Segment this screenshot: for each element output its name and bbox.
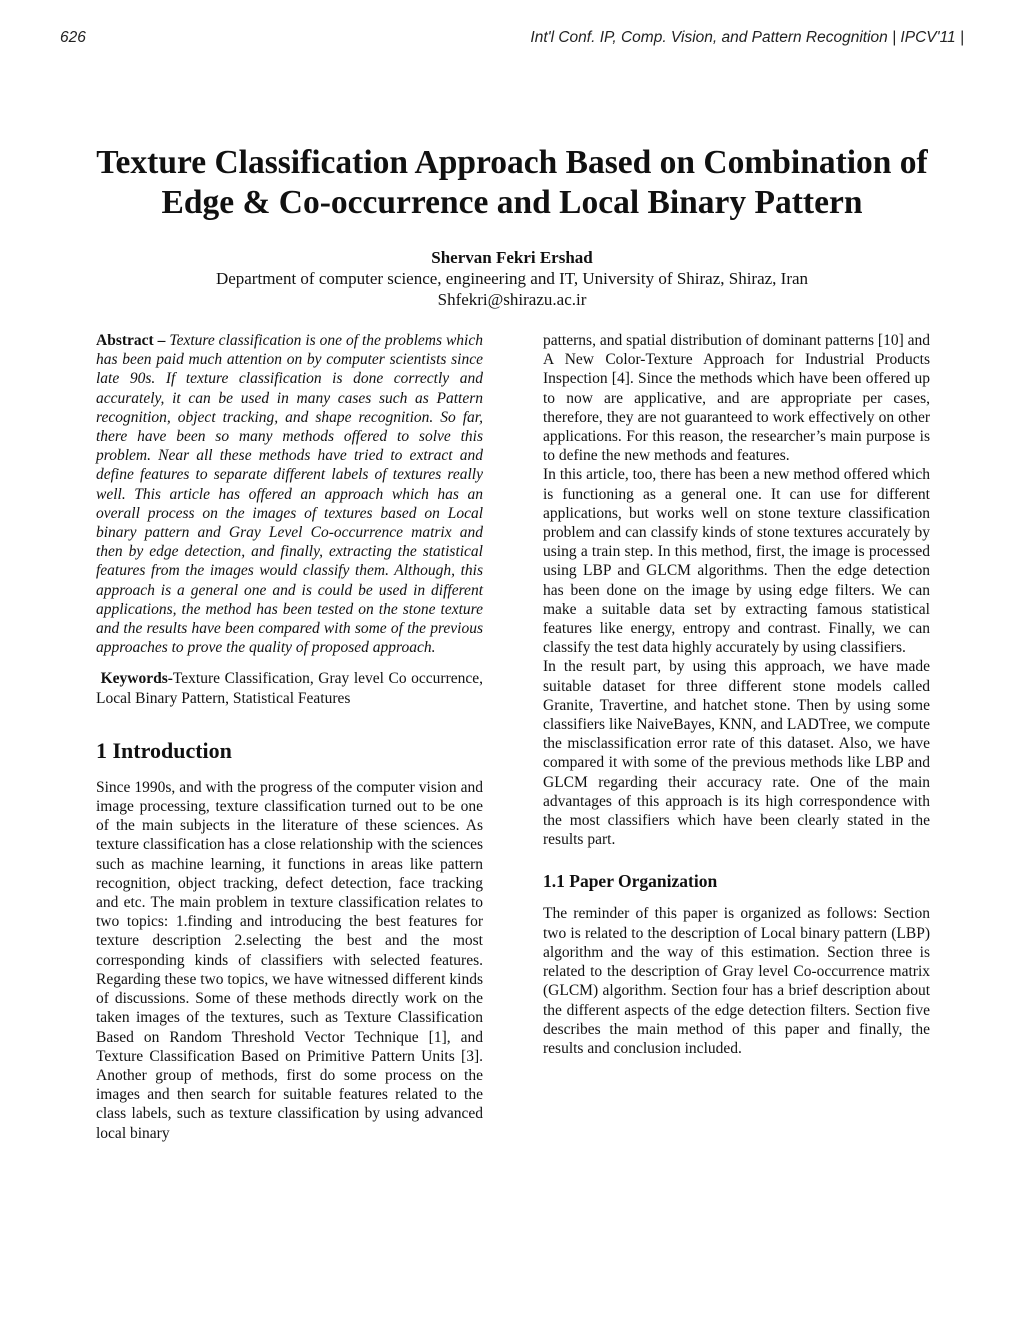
intro-paragraph-2: In this article, too, there has been a new method offered which is functioning as a general one. It can use for different applications, but works well on stone texture classification problem and can classify kinds of stone textures accurately by using a train step. In this method, first, the image is processed using LBP and GLCM algorithms. Then the edge detection has been done on the image by using edge filters. We can make a suitable data set by extracting famous statistical features like energy, entropy and contrast. Finally, we can classify the test data highly accurately by using classifiers. (543, 466, 930, 657)
intro-paragraph-1-continued: patterns, and spatial distribution of dominant patterns [10] and A New Color-Texture Approach for Industrial Products Inspection [4]. Since the methods which have been offered up to now are applicative, and are appropriate per cases, therefore, they are not guaranteed to work effectively on other applications. For this reason, the researcher’s main purpose is to define the new methods and features. (543, 332, 930, 465)
title-line-1: Texture Classification Approach Based on Combination of (96, 144, 928, 181)
keywords (96, 669, 483, 707)
abstract-text: Texture classification is one of the problems which has been paid much attention on by computer scientists since late 90s. If texture classification is done correctly and accurately, it can be used in many cases such as Pattern recognition, object tracking, and shape recognition. So far, there have been so many methods offered to solve this problem. Near all these methods have tried to extract and define features to separate different labels of textures really well. This article has offered an approach which has an overall process on the images of textures based on Local binary pattern and Gray Level Co-occurrence matrix and then by edge detection, and finally, extracting the statistical features from the images would classify them. Although, this approach is a general one and is could be used in different applications, the method has been tested on the stone texture and the results have been compared with some of the previous approaches to prove the quality of proposed approach. (96, 332, 483, 657)
abstract (96, 331, 483, 657)
keywords-text: Texture Classification, Gray level Co occurrence, Local Binary Pattern, Statistical Features (96, 670, 484, 707)
author-email: Shfekri@shirazu.ac.ir (437, 290, 587, 309)
keywords-label: Keywords- (100, 670, 173, 688)
organization-paragraph: The reminder of this paper is organized as follows: Section two is related to the description of Local binary pattern (LBP) algorithm and the way of this estimation. Section three is related to the description of Gray level Co-occurrence matrix (GLCM) algorithm. Section four has a brief description about the different aspects of the edge detection filters. Section five describes the main method of this paper and finally, the results and conclusion included. (543, 905, 930, 1057)
abstract-label: Abstract – (96, 332, 166, 349)
author-name: Shervan Fekri Ershad (431, 248, 593, 267)
section-heading-introduction: 1 Introduction (96, 737, 232, 763)
paper-title (60, 143, 964, 223)
conference-name: Int'l Conf. IP, Comp. Vision, and Pattern Recognition | IPCV'11 | (530, 29, 964, 46)
author-affiliation: Department of computer science, engineering and IT, University of Shiraz, Shiraz, Iran (215, 269, 809, 288)
intro-paragraph-1: Since 1990s, and with the progress of the computer vision and image processing, texture classification turned out to be one of the main subjects in the literature of these sciences. As texture classification has a close relationship with the sciences such as machine learning, it functions in areas like pattern recognition, object tracking, defect detection, face tracking and etc. The main problem in texture classification relates to two topics: 1.finding and introducing the best features for texture description 2.selecting the best and the most corresponding kinds of classifiers with selected features. Regarding these two topics, we have witnessed different kinds of discussions. Some of these methods directly work on the taken images of the textures, such as Texture Classification Based on Random Threshold Vector Technique [1], and Texture Classification Based on Primitive Pattern Units [3]. Another group of methods, first do some process on the images and then search for suitable features related to the class labels, such as texture classification by using advanced local binary (96, 778, 483, 1142)
intro-paragraph-3: In the result part, by using this approach, we have made suitable dataset for three different stone models called Granite, Travertine, and hatchet stone. Then by using some classifiers like NaiveBayes, KNN, and LADTree, we compute the misclassification error rate of this dataset. Also, we have compared it with some of the previous methods like LBP and GLCM regarding their accuracy rate. One of the main advantages of this approach is its high correspondence with the most classifiers which have been clearly stated in the results part. (543, 658, 930, 849)
subsection-heading-organization: 1.1 Paper Organization (543, 871, 718, 892)
title-line-2: Edge & Co-occurrence and Local Binary Pattern (161, 184, 863, 221)
page-number: 626 (60, 29, 86, 46)
author-block (60, 247, 964, 310)
left-column (96, 331, 483, 1143)
right-column (543, 331, 930, 1058)
